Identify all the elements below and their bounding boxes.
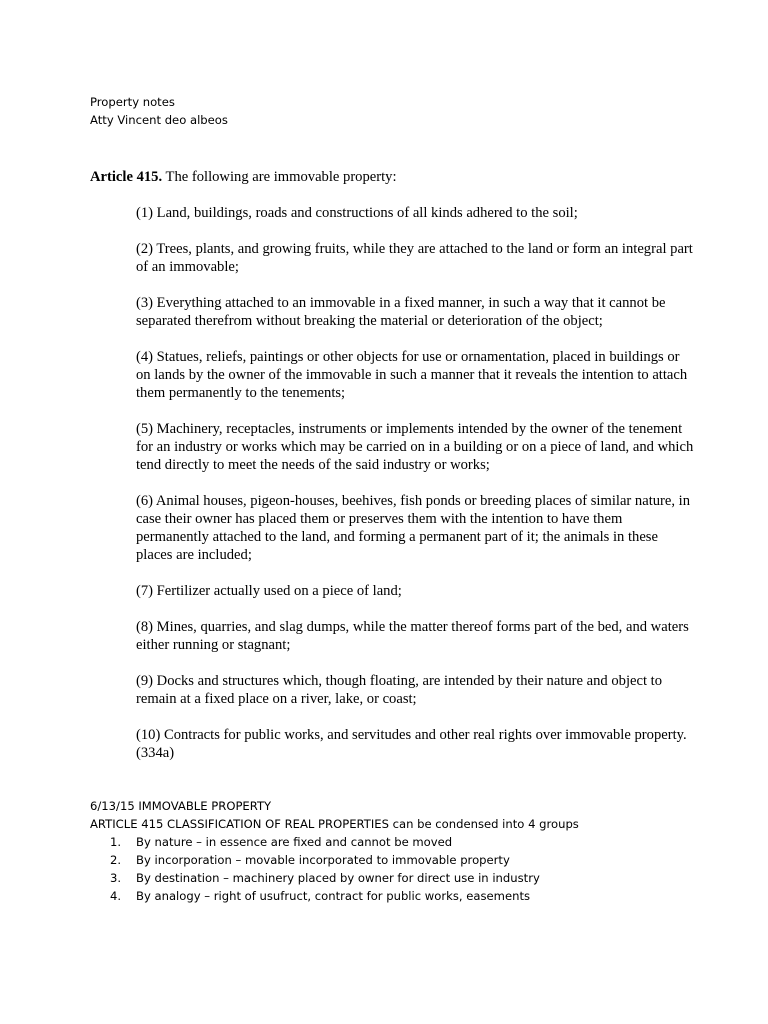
notes-classification-heading: ARTICLE 415 CLASSIFICATION OF REAL PROPERTIES can be condensed into 4 groups [90, 817, 579, 831]
classification-group-4 [90, 887, 710, 905]
article-item-2: (2) Trees, plants, and growing fruits, while they are attached to the land or form an integral part of an immovable; [136, 241, 693, 275]
article-item-10: (10) Contracts for public works, and servitudes and other real rights over immovable property. (334a) [136, 727, 687, 761]
article-item-6: (6) Animal houses, pigeon-houses, beehives, fish ponds or breeding places of similar nature, in case their owner has placed them or preserves them with the intention to have them permanently attached to the land, and forming a permanent part of it; the animals in these places are included; [136, 493, 691, 563]
list-number: 1. [110, 835, 122, 849]
list-item-text: By analogy – right of usufruct, contract for public works, easements [136, 889, 531, 903]
article-item-1: (1) Land, buildings, roads and constructions of all kinds adhered to the soil; [136, 205, 578, 221]
article-item-5: (5) Machinery, receptacles, instruments or implements intended by the owner of the tenement for an industry or works which may be carried on in a building or on a piece of land, and which tend directly to meet the needs of the said industry or works; [136, 421, 694, 473]
document-title: Property notes [90, 95, 175, 109]
article-label: Article 415. [90, 169, 163, 185]
document-author: Atty Vincent deo albeos [90, 113, 228, 127]
classification-group-1 [90, 833, 710, 851]
article-heading [90, 168, 397, 186]
document-header [90, 93, 228, 129]
notes-date-heading: 6/13/15 IMMOVABLE PROPERTY [90, 799, 272, 813]
classification-group-2 [90, 851, 710, 869]
article-item-3: (3) Everything attached to an immovable in a fixed manner, in such a way that it cannot be separated therefrom without breaking the material or deterioration of the object; [136, 295, 666, 329]
article-item-7: (7) Fertilizer actually used on a piece of land; [136, 583, 402, 599]
list-item-text: By incorporation – movable incorporated to immovable property [136, 853, 510, 867]
list-item-text: By nature – in essence are fixed and cannot be moved [136, 835, 453, 849]
list-item-text: By destination – machinery placed by owner for direct use in industry [136, 871, 540, 885]
list-number: 2. [110, 853, 122, 867]
article-items-list [136, 204, 696, 780]
article-item-4: (4) Statues, reliefs, paintings or other objects for use or ornamentation, placed in buildings or on lands by the owner of the immovable in such a manner that it reveals the intention to attach them permanently to the tenements; [136, 349, 688, 401]
classification-groups-list [90, 833, 710, 905]
list-number: 4. [110, 889, 122, 903]
classification-group-3 [90, 869, 710, 887]
article-intro-text: The following are immovable property: [162, 169, 397, 185]
article-item-9: (9) Docks and structures which, though floating, are intended by their nature and object to remain at a fixed place on a river, lake, or coast; [136, 673, 663, 707]
notes-section [90, 797, 710, 905]
article-item-8: (8) Mines, quarries, and slag dumps, while the matter thereof forms part of the bed, and waters either running or stagnant; [136, 619, 689, 653]
list-number: 3. [110, 871, 122, 885]
